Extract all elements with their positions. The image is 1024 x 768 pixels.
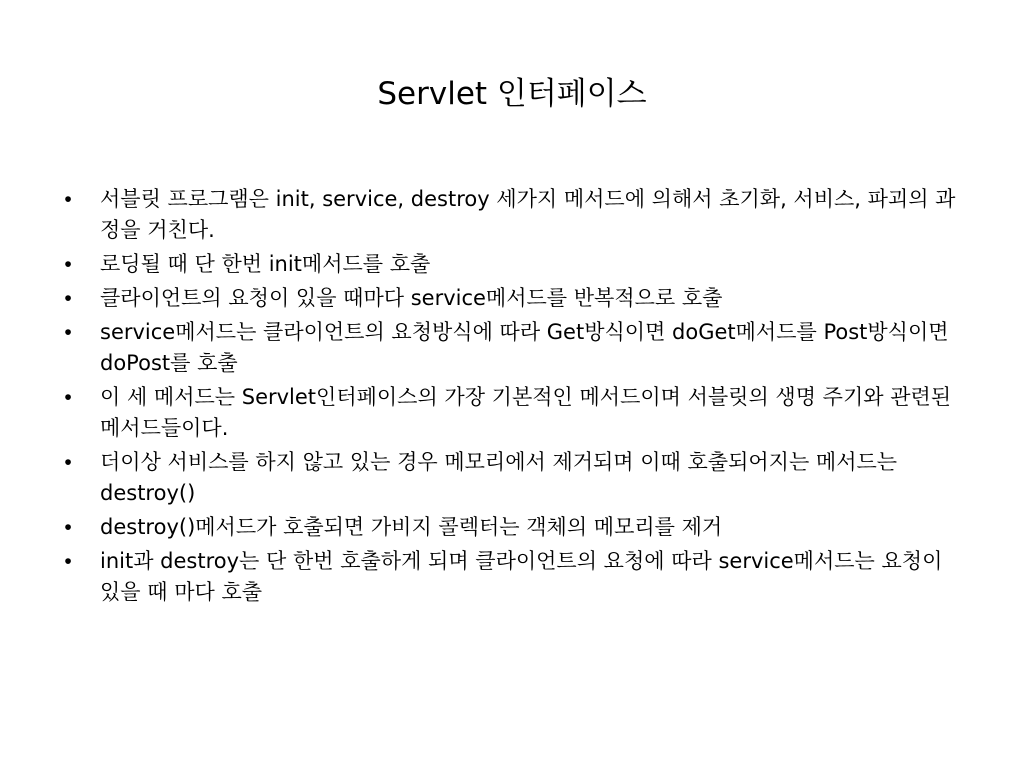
slide-title: Servlet 인터페이스 xyxy=(377,76,647,112)
bullet-text: 클라이언트의 요청이 있을 때마다 service메서드를 반복적으로 호출 xyxy=(100,286,723,310)
bullet-item-6 xyxy=(58,447,958,509)
bullet-item-1 xyxy=(58,184,958,246)
bullet-marker: • xyxy=(64,188,72,211)
bullet-text: 더이상 서비스를 하지 않고 있는 경우 메모리에서 제거되며 이때 호출되어지는 메서드는 destroy() xyxy=(100,450,898,505)
bullet-item-3 xyxy=(58,283,958,314)
bullet-marker: • xyxy=(64,451,72,474)
bullet-list xyxy=(58,184,958,611)
bullet-item-4 xyxy=(58,317,958,379)
bullet-text: init과 destroy는 단 한번 호출하게 되며 클라이언트의 요청에 따라 service메서드는 요청이 있을 때 마다 호출 xyxy=(100,549,943,604)
bullet-text: 이 세 메서드는 Servlet인터페이스의 가장 기본적인 메서드이며 서블릿의 생명 주기와 관련된 메서드들이다. xyxy=(100,385,952,440)
bullet-item-8 xyxy=(58,546,958,608)
bullet-item-5 xyxy=(58,382,958,444)
bullet-item-7 xyxy=(58,512,958,543)
bullet-text: destroy()메서드가 호출되면 가비지 콜렉터는 객체의 메모리를 제거 xyxy=(100,515,723,539)
bullet-text: service메서드는 클라이언트의 요청방식에 따라 Get방식이면 doGet메서드를 Post방식이면 doPost를 호출 xyxy=(100,320,949,375)
bullet-marker: • xyxy=(64,386,72,409)
bullet-marker: • xyxy=(64,516,72,539)
bullet-marker: • xyxy=(64,287,72,310)
bullet-item-2 xyxy=(58,249,958,280)
bullet-text: 로딩될 때 단 한번 init메서드를 호출 xyxy=(100,252,431,276)
bullet-text: 서블릿 프로그램은 init, service, destroy 세가지 메서드에 의해서 초기화, 서비스, 파괴의 과정을 거친다. xyxy=(100,187,956,242)
bullet-marker: • xyxy=(64,253,72,276)
bullet-marker: • xyxy=(64,550,72,573)
bullet-marker: • xyxy=(64,321,72,344)
